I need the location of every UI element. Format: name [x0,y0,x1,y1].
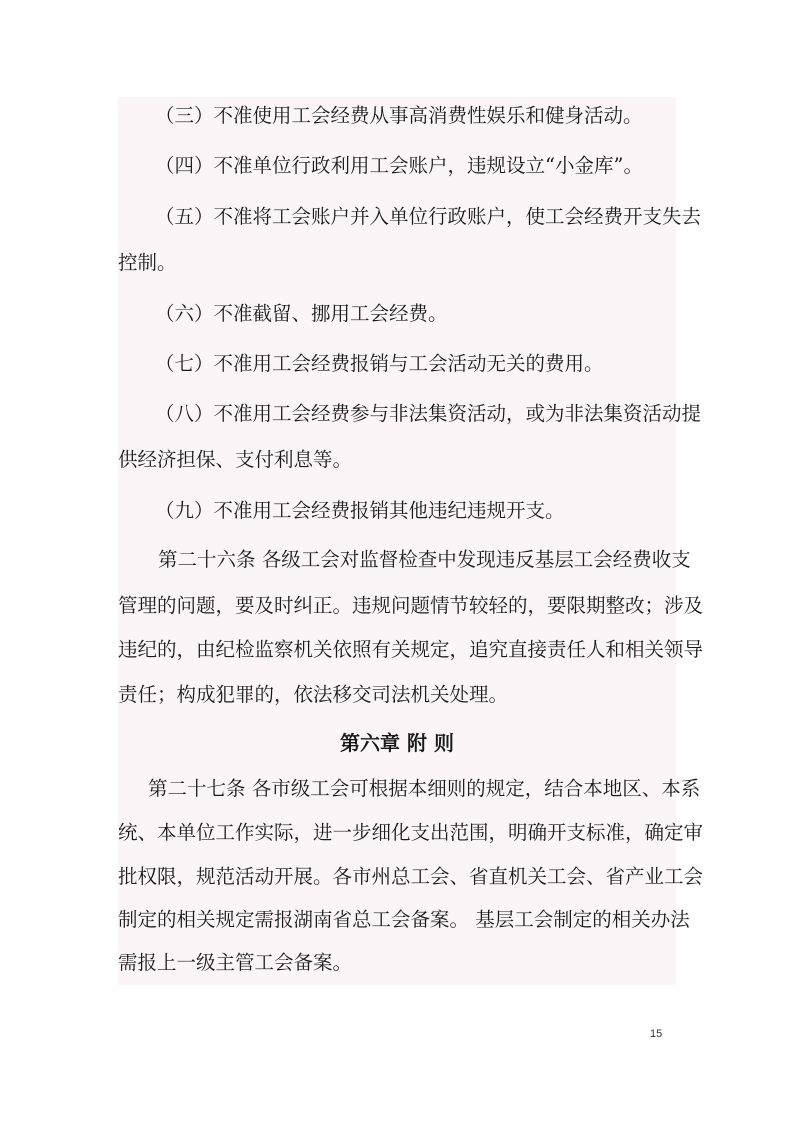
article-27-line-5: 需报上一级主管工会备案。 [118,951,353,974]
article-26-line-3: 违纪的，由纪检监察机关依照有关规定，追究直接责任人和相关领导 [118,638,704,661]
article-26-line-4: 责任；构成犯罪的，依法移交司法机关处理。 [118,683,509,706]
page-number: 15 [650,1028,663,1040]
article-27-line-1: 第二十七条 各市级工会可根据本细则的规定，结合本地区、本系 [148,777,701,800]
document-text-block [118,97,704,985]
item-three-line: （三）不准使用工会经费从事高消费性娱乐和健身活动。 [155,104,643,127]
item-five-line: （五）不准将工会账户并入单位行政账户，使工会经费开支失去 [155,205,702,228]
item-six-line: （六）不准截留、挪用工会经费。 [155,302,448,325]
chapter-heading: 第六章 附 则 [340,731,454,755]
item-four-line: （四）不准单位行政利用工会账户，违规设立“小金库”。 [155,154,643,177]
item-seven-line: （七）不准用工会经费报销与工会活动无关的费用。 [155,352,604,375]
item-nine-line: （九）不准用工会经费报销其他违纪违规开支。 [155,499,565,522]
item-eight-continuation: 供经济担保、支付利息等。 [118,448,353,471]
item-five-continuation: 控制。 [118,251,177,274]
article-26-line-2: 管理的问题，要及时纠正。违规问题情节较轻的，要限期整改；涉及 [118,594,704,617]
article-27-line-3: 批权限，规范活动开展。各市州总工会、省直机关工会、省产业工会 [118,865,704,888]
item-eight-line: （八）不准用工会经费参与非法集资活动，或为非法集资活动提 [155,402,702,425]
article-27-line-2: 统、本单位工作实际，进一步细化支出范围，明确开支标准，确定审 [118,821,704,844]
article-27-line-4: 制定的相关规定需报湖南省总工会备案。 基层工会制定的相关办法 [118,908,690,931]
article-26-line-1: 第二十六条 各级工会对监督检查中发现违反基层工会经费收支 [158,548,691,571]
